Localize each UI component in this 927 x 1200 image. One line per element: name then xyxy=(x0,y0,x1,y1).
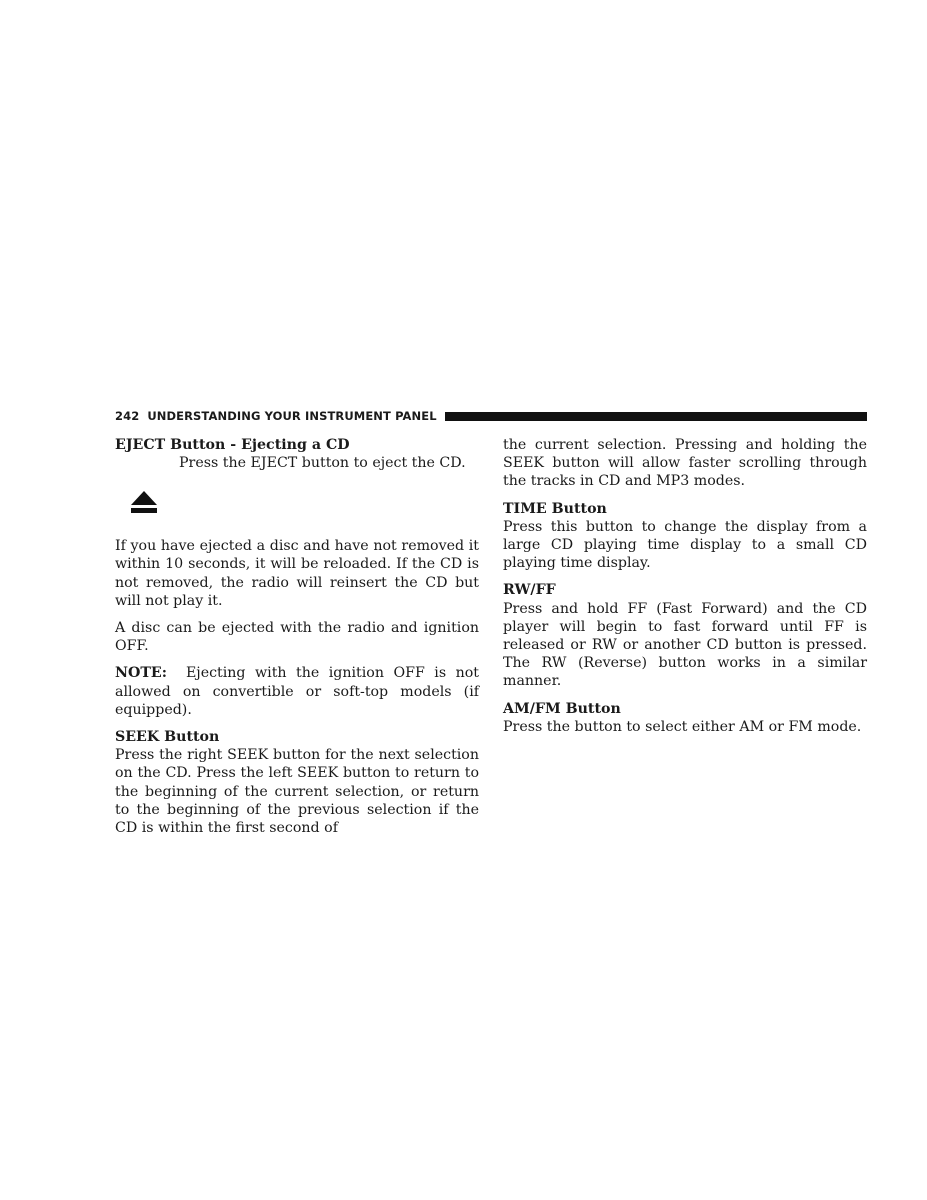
left-column xyxy=(115,436,479,837)
eject-text: Press the EJECT button to eject the CD. xyxy=(179,455,466,472)
amfm-text: Press the button to select either AM or FM mode. xyxy=(503,718,862,735)
amfm-heading: AM/FM Button xyxy=(503,700,621,717)
rwff-heading: RW/FF xyxy=(503,582,556,599)
ignition-text: A disc can be ejected with the radio and ignition OFF. xyxy=(115,620,479,655)
eject-icon xyxy=(130,490,158,514)
note-paragraph xyxy=(115,664,479,719)
header-rule xyxy=(445,412,867,421)
time-heading: TIME Button xyxy=(503,500,607,517)
right-column xyxy=(503,436,867,736)
seek-text: Press the right SEEK button for the next selection on the CD. Press the left SEEK button to return to the beginning of the current selection, or return to the beginning of the previous selection if the CD is within the first second of xyxy=(115,747,479,837)
page-number: 242 xyxy=(115,409,140,423)
time-text: Press this button to change the display from a large CD playing time display to a small CD playing time display. xyxy=(503,518,867,572)
seek-heading: SEEK Button xyxy=(115,729,220,746)
reload-text: If you have ejected a disc and have not removed it within 10 seconds, it will be reloaded. If the CD is not removed, the radio will reinsert the CD but will not play it. xyxy=(115,538,479,609)
section-title: UNDERSTANDING YOUR INSTRUMENT PANEL xyxy=(147,409,437,423)
eject-row xyxy=(115,454,479,528)
note-label: NOTE: xyxy=(115,665,167,682)
page-header xyxy=(115,409,867,423)
note-text: Ejecting with the ignition OFF is not allowed on convertible or soft-top models (if equipped). xyxy=(115,665,479,718)
seek-continued-text: the current selection. Pressing and holding the SEEK button will allow faster scrolling through the tracks in CD and MP3 modes. xyxy=(503,437,867,490)
eject-heading: EJECT Button - Ejecting a CD xyxy=(115,437,350,453)
rwff-text: Press and hold FF (Fast Forward) and the CD player will begin to fast forward until FF is released or RW or another CD button is pressed. The RW (Reverse) button works in a similar manner. xyxy=(503,600,867,690)
